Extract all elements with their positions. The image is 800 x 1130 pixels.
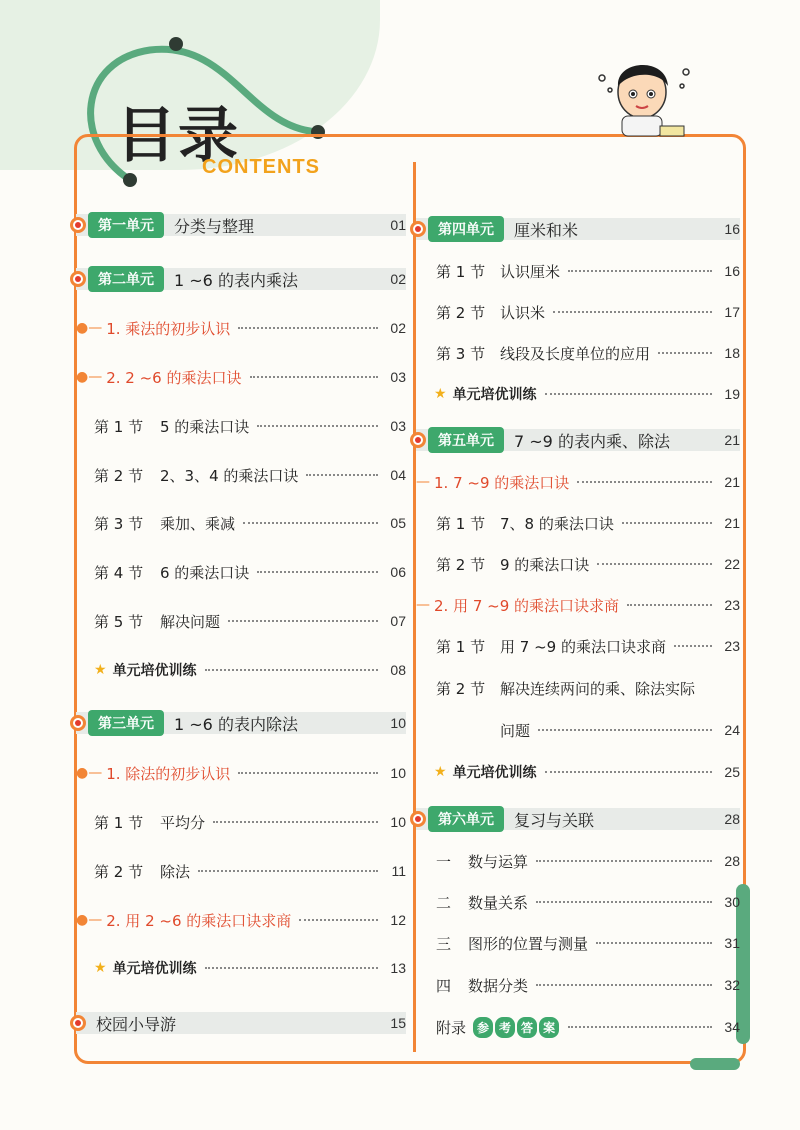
page-number: 25 (724, 764, 740, 780)
page-number: 34 (724, 1019, 740, 1035)
appendix-row[interactable] (410, 1014, 740, 1040)
page-number: 13 (390, 960, 406, 976)
review-title: 图形的位置与测量 (468, 934, 589, 953)
leader-dots (306, 474, 378, 476)
leader-dots (238, 772, 378, 774)
page-number: 30 (724, 894, 740, 910)
page-subtitle: CONTENTS (202, 156, 320, 178)
unit-label: 第六单元 (428, 806, 504, 832)
leader-dots (250, 376, 379, 378)
lesson-row[interactable] (70, 413, 406, 439)
page-number: 03 (390, 369, 406, 385)
section-title: 2. 用 7 ~9 的乘法口诀求商 (434, 596, 620, 615)
page-number: 06 (390, 564, 406, 580)
review-title: 数量关系 (468, 893, 529, 912)
page-number: 23 (724, 638, 740, 654)
arrow-icon: ●— (76, 912, 103, 928)
page-number: 02 (390, 320, 406, 336)
bullet-icon (70, 217, 86, 233)
lesson-title: 线段及长度单位的应用 (500, 344, 651, 363)
star-icon: ★ (94, 662, 107, 678)
answer-tag: 考 (495, 1017, 515, 1038)
lesson-number: 第 1 节 (94, 813, 144, 832)
boy-mascot-illustration (596, 52, 692, 146)
page-number: 23 (724, 597, 740, 613)
unit-label: 第五单元 (428, 427, 504, 453)
lesson-number: 第 5 节 (94, 612, 144, 631)
answer-tag: 案 (539, 1017, 559, 1038)
lesson-row[interactable] (410, 551, 740, 577)
answer-tag: 参 (473, 1017, 493, 1038)
guide-title: 校园小导游 (96, 1014, 177, 1034)
leader-dots (198, 870, 378, 872)
page-number: 19 (724, 386, 740, 402)
unit-name: 1 ~6 的表内除法 (174, 714, 298, 734)
leader-dots (205, 669, 378, 671)
unit-label: 第二单元 (88, 266, 164, 292)
appendix-label: 附录 (436, 1018, 467, 1037)
bullet-icon (70, 715, 86, 731)
leader-dots (213, 821, 378, 823)
lesson-number: 第 2 节 (436, 555, 486, 574)
arrow-icon: ●— (76, 369, 103, 385)
bullet-icon (410, 221, 426, 237)
training-row[interactable] (70, 657, 406, 683)
section-row[interactable] (70, 364, 406, 390)
arrow-icon: — (416, 474, 430, 490)
unit-row-6[interactable] (410, 806, 740, 832)
guide-row[interactable] (70, 1010, 406, 1036)
leader-dots (205, 967, 378, 969)
review-row[interactable] (410, 848, 740, 874)
page-number: 21 (724, 474, 740, 490)
leader-dots (536, 860, 712, 862)
leader-dots (596, 942, 712, 944)
review-number: 一 (436, 852, 452, 871)
lesson-number: 第 1 节 (436, 637, 486, 656)
lesson-row[interactable] (70, 608, 406, 634)
section-title: 1. 乘法的初步认识 (106, 319, 231, 338)
leader-dots (536, 901, 712, 903)
training-title: 单元培优训练 (452, 387, 537, 403)
leader-dots (597, 563, 712, 565)
unit-row-5[interactable] (410, 427, 740, 453)
page-number: 07 (390, 613, 406, 629)
leader-dots (627, 604, 712, 606)
leader-dots (568, 270, 712, 272)
page-number: 15 (390, 1015, 406, 1031)
bullet-icon (70, 271, 86, 287)
lesson-number: 第 4 节 (94, 563, 144, 582)
lesson-title: 9 的乘法口诀 (500, 555, 590, 574)
leader-dots (545, 771, 712, 773)
bottom-rail-decoration (690, 1058, 740, 1070)
training-title: 单元培优训练 (112, 663, 197, 679)
section-row[interactable] (70, 315, 406, 341)
lesson-title: 6 的乘法口诀 (160, 563, 250, 582)
lesson-number: 第 2 节 (436, 303, 486, 322)
lesson-title: 认识厘米 (500, 262, 561, 281)
lesson-number: 第 2 节 (436, 679, 486, 698)
section-row[interactable] (410, 592, 740, 618)
unit-label: 第一单元 (88, 212, 164, 238)
training-title: 单元培优训练 (452, 765, 537, 781)
page-number: 21 (724, 432, 740, 448)
section-title: 2. 2 ~6 的乘法口诀 (106, 368, 242, 387)
unit-name: 分类与整理 (174, 216, 255, 236)
page-number: 31 (724, 935, 740, 951)
page-number: 11 (391, 863, 406, 879)
lesson-row[interactable] (410, 340, 740, 366)
unit-name: 1 ~6 的表内乘法 (174, 270, 298, 290)
lesson-title: 乘加、乘减 (160, 514, 236, 533)
unit-name: 厘米和米 (514, 220, 579, 240)
lesson-row[interactable] (410, 633, 740, 659)
leader-dots (243, 522, 378, 524)
lesson-title: 7、8 的乘法口诀 (500, 514, 614, 533)
answer-tag: 答 (517, 1017, 537, 1038)
leader-dots (622, 522, 712, 524)
page-number: 18 (724, 345, 740, 361)
lesson-title: 2、3、4 的乘法口诀 (160, 466, 299, 485)
lesson-number: 第 1 节 (94, 417, 144, 436)
training-row[interactable] (410, 381, 740, 407)
section-title: 1. 7 ~9 的乘法口诀 (434, 473, 570, 492)
bullet-icon (410, 811, 426, 827)
review-number: 二 (436, 893, 452, 912)
lesson-number: 第 2 节 (94, 862, 144, 881)
lesson-number: 第 3 节 (436, 344, 486, 363)
unit-row-1[interactable] (70, 212, 406, 238)
section-row[interactable] (70, 907, 406, 933)
unit-row-2[interactable] (70, 266, 406, 292)
leader-dots (577, 481, 712, 483)
leader-dots (553, 311, 712, 313)
leader-dots (299, 919, 378, 921)
page-number: 21 (724, 515, 740, 531)
lesson-number: 第 1 节 (436, 262, 486, 281)
lesson-row[interactable] (410, 299, 740, 325)
training-row[interactable] (410, 759, 740, 785)
section-row[interactable] (70, 760, 406, 786)
leader-dots (257, 425, 378, 427)
page-number: 32 (724, 977, 740, 993)
leader-dots (238, 327, 378, 329)
page-number: 05 (390, 515, 406, 531)
lesson-title: 除法 (160, 862, 191, 881)
lesson-row[interactable] (70, 462, 406, 488)
star-icon: ★ (94, 960, 107, 976)
leader-dots (545, 393, 712, 395)
lesson-title: 平均分 (160, 813, 206, 832)
leader-dots (658, 352, 712, 354)
page-number: 08 (390, 662, 406, 678)
arrow-icon: ●— (76, 765, 103, 781)
review-number: 三 (436, 934, 452, 953)
lesson-row[interactable] (410, 510, 740, 536)
lesson-title: 认识米 (500, 303, 546, 322)
lesson-row[interactable] (70, 510, 406, 536)
lesson-row[interactable] (70, 858, 406, 884)
unit-row-3[interactable] (70, 710, 406, 736)
review-row[interactable] (410, 972, 740, 998)
leader-dots (568, 1026, 712, 1028)
unit-name: 7 ~9 的表内乘、除法 (514, 431, 670, 451)
page-number: 02 (390, 271, 406, 287)
section-title: 1. 除法的初步认识 (106, 764, 231, 783)
unit-label: 第四单元 (428, 216, 504, 242)
lesson-title: 解决连续两问的乘、除法实际 (500, 679, 696, 698)
lesson-row[interactable] (410, 675, 740, 701)
lesson-row[interactable] (70, 809, 406, 835)
unit-label: 第三单元 (88, 710, 164, 736)
bullet-icon (70, 1015, 86, 1031)
lesson-row[interactable] (410, 258, 740, 284)
page-number: 12 (390, 912, 406, 928)
training-title: 单元培优训练 (112, 961, 197, 977)
arrow-icon: ●— (76, 320, 103, 336)
review-title: 数与运算 (468, 852, 529, 871)
section-row[interactable] (410, 469, 740, 495)
leader-dots (257, 571, 378, 573)
page-number: 16 (724, 221, 740, 237)
page-number: 01 (390, 217, 406, 233)
lesson-title: 5 的乘法口诀 (160, 417, 250, 436)
page-number: 16 (724, 263, 740, 279)
page-number: 10 (390, 814, 406, 830)
lesson-number: 第 1 节 (436, 514, 486, 533)
page-number: 28 (724, 853, 740, 869)
lesson-title: 解决问题 (160, 612, 221, 631)
page-number: 22 (724, 556, 740, 572)
page-number: 10 (390, 765, 406, 781)
page-number: 10 (390, 715, 406, 731)
leader-dots (228, 620, 378, 622)
lesson-row[interactable] (70, 559, 406, 585)
page-number: 04 (390, 467, 406, 483)
page-number: 24 (724, 722, 740, 738)
review-row[interactable] (410, 889, 740, 915)
page-title: 目录 (116, 101, 240, 171)
lesson-row-continued[interactable] (410, 717, 740, 743)
page-number: 28 (724, 811, 740, 827)
leader-dots (674, 645, 712, 647)
page-number: 03 (390, 418, 406, 434)
bullet-icon (410, 432, 426, 448)
leader-dots (538, 729, 712, 731)
lesson-title: 用 7 ~9 的乘法口诀求商 (500, 637, 666, 656)
training-row[interactable] (70, 955, 406, 981)
star-icon: ★ (434, 386, 447, 402)
lesson-number: 第 3 节 (94, 514, 144, 533)
lesson-title-continued: 问题 (500, 721, 531, 740)
review-row[interactable] (410, 930, 740, 956)
unit-name: 复习与关联 (514, 810, 595, 830)
review-title: 数据分类 (468, 976, 529, 995)
section-title: 2. 用 2 ~6 的乘法口诀求商 (106, 911, 292, 930)
leader-dots (536, 984, 712, 986)
arrow-icon: — (416, 597, 430, 613)
page-number: 17 (724, 304, 740, 320)
review-number: 四 (436, 976, 452, 995)
unit-row-4[interactable] (410, 216, 740, 242)
star-icon: ★ (434, 764, 447, 780)
lesson-number: 第 2 节 (94, 466, 144, 485)
